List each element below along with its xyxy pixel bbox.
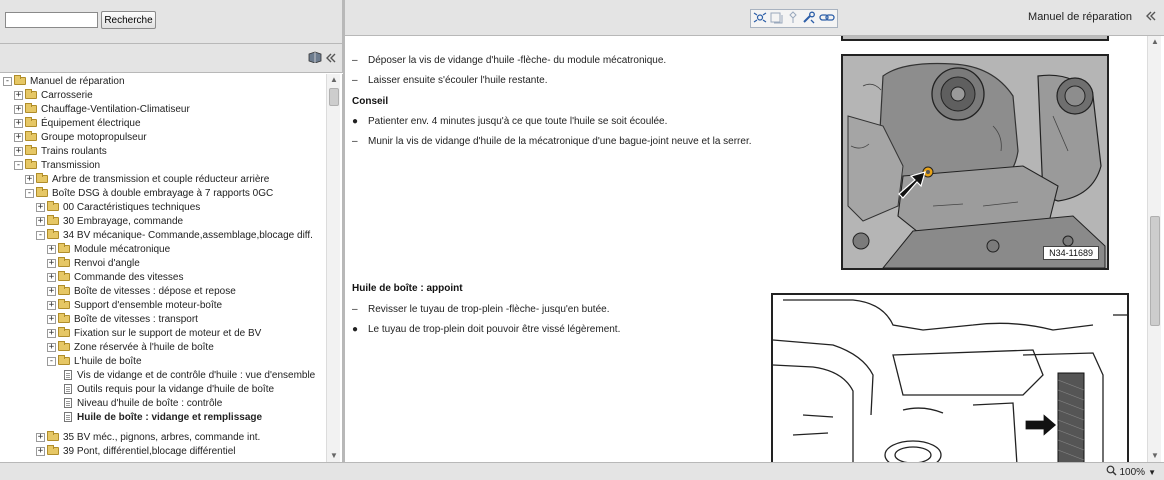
tools-icon[interactable] [802,11,816,27]
collapse-left-icon[interactable] [326,52,336,66]
folder-icon [58,287,70,295]
folder-icon [25,105,37,113]
tree-item-label: Module mécatronique [74,243,171,255]
scroll-down-icon[interactable]: ▼ [1151,451,1159,460]
folder-icon [58,245,70,253]
expand-toggle-icon[interactable]: + [48,257,55,268]
folder-icon [47,433,59,441]
expand-toggle-icon[interactable]: + [37,215,44,226]
tree-folder-item[interactable] [47,326,261,340]
scroll-thumb[interactable] [329,88,339,106]
tree-item-label: Trains roulants [41,145,107,157]
search-bar [0,0,343,44]
step-item: ● Le tuyau de trop-plein doit pouvoir être vissé légèrement. [352,324,621,335]
tree-folder-item[interactable] [14,158,100,172]
tree-document-item[interactable] [58,410,262,424]
tree-folder-item[interactable] [25,186,273,200]
tree-item-label: Boîte de vitesses : transport [74,313,198,325]
tree-folder-item[interactable] [36,228,313,242]
search-button[interactable]: Recherche [101,11,156,29]
zoom-icon [1106,465,1117,479]
tree-item-label: Transmission [41,159,101,171]
folder-icon [25,119,37,127]
tree-item-label: Boîte de vitesses : dépose et repose [74,285,236,297]
folder-icon [36,189,48,197]
folder-icon [58,329,70,337]
folder-icon [36,175,48,183]
conseil-heading: Conseil [352,96,389,107]
tree-folder-item[interactable] [47,340,214,354]
collapse-toggle-icon[interactable]: - [37,229,44,240]
folder-icon [47,447,59,455]
tree-item-label: Équipement électrique [41,117,141,129]
status-bar [0,462,1164,480]
tree-folder-item[interactable] [47,242,170,256]
overflow-pipe-figure [771,293,1129,462]
tree-scrollbar[interactable] [326,74,340,462]
step-item: – Laisser ensuite s'écouler l'huile restante. [352,75,548,86]
tree-item-label: Commande des vitesses [74,271,184,283]
folder-icon [25,91,37,99]
tree-folder-item[interactable] [25,172,269,186]
tree-item-label: 34 BV mécanique- Commande,assemblage,blocage diff. [63,229,313,241]
tree-item-label: 30 Embrayage, commande [63,215,184,227]
folder-icon [58,301,70,309]
conseil-item: – Munir la vis de vidange d'huile de la mécatronique d'une bague-joint neuve et la serrer. [352,136,752,147]
collapse-toggle-icon[interactable]: - [15,159,22,170]
scroll-up-icon[interactable]: ▲ [1151,37,1159,46]
folder-icon [25,161,37,169]
link-icon[interactable] [819,11,835,27]
previous-figure-edge [841,36,1109,41]
tree-folder-item[interactable] [47,284,236,298]
zoom-level: 100% [1119,466,1146,478]
tree-item-label: 35 BV méc., pignons, arbres, commande int. [63,431,261,443]
step-item: – Revisser le tuyau de trop-plein -flèche- jusqu'en butée. [352,304,610,315]
folder-icon [58,343,70,351]
tree-folder-item[interactable] [14,130,147,144]
expand-toggle-icon[interactable]: + [48,327,55,338]
tree-folder-item[interactable] [36,200,200,214]
tree-document-item[interactable] [58,382,274,396]
tree-folder-item[interactable] [36,444,236,458]
folder-icon [47,203,59,211]
expand-toggle-icon[interactable]: + [48,341,55,352]
tree-folder-item[interactable] [47,312,198,326]
tree-item-label: Carrosserie [41,89,93,101]
expand-toggle-icon[interactable]: + [15,131,22,142]
document-panel [345,0,1164,462]
tree-folder-item[interactable] [47,256,140,270]
tree-folder-item[interactable] [47,270,184,284]
expand-toggle-icon[interactable]: + [48,285,55,296]
expand-toggle-icon[interactable]: + [37,445,44,456]
expand-toggle-icon[interactable]: + [37,201,44,212]
tree-item-label: L'huile de boîte [74,355,142,367]
folder-icon [25,147,37,155]
tree-toolbar [0,44,343,73]
document-icon [64,398,72,408]
collapse-toggle-icon[interactable]: - [26,187,33,198]
books-icon[interactable] [308,51,322,66]
tree-folder-item[interactable] [14,116,141,130]
tree-item-label: Outils requis pour la vidange d'huile de boîte [77,383,275,395]
search-input[interactable] [5,12,98,28]
tree-item-label: Vis de vidange et de contrôle d'huile : vue d'ensemble [77,369,316,381]
tree-folder-item[interactable] [36,430,260,444]
document-title: Manuel de réparation [1028,11,1132,23]
tree-item-label: Chauffage-Ventilation-Climatiseur [41,103,190,115]
tree-folder-item[interactable] [47,298,222,312]
folder-icon [58,357,70,365]
collapse-toggle-icon[interactable]: - [48,355,55,366]
expand-toggle-icon[interactable]: + [48,313,55,324]
tree-item-label: Renvoi d'angle [74,257,140,269]
conseil-item: ● Patienter env. 4 minutes jusqu'à ce que toute l'huile se soit écoulée. [352,116,668,127]
tree-item-label: 39 Pont, différentiel,blocage différentiel [63,445,236,457]
folder-icon [14,77,26,85]
folder-icon [47,217,59,225]
tree-item-label: Arbre de transmission et couple réducteur arrière [52,173,270,185]
zoom-control[interactable] [1106,465,1157,479]
expand-toggle-icon[interactable]: + [48,271,55,282]
expand-toggle-icon[interactable]: + [15,145,22,156]
document-icon [64,370,72,380]
tree-folder-item[interactable] [47,354,142,368]
document-scrollbar[interactable] [1147,36,1161,462]
tree-folder-item[interactable] [14,88,93,102]
step-item: – Déposer la vis de vidange d'huile -flèche- du module mécatronique. [352,55,667,66]
folder-icon [58,273,70,281]
tree-folder-item[interactable] [3,74,125,88]
expand-toggle-icon[interactable]: + [15,103,22,114]
expand-toggle-icon[interactable]: + [15,89,22,100]
collapse-toggle-icon[interactable]: - [4,75,11,86]
scroll-thumb[interactable] [1150,216,1160,326]
figure-label: N34-11689 [1043,246,1099,260]
document-content [345,36,1145,462]
document-icon [64,384,72,394]
tree-item-label: Groupe motopropulseur [41,131,147,143]
tree-item-label: 00 Caractéristiques techniques [63,201,201,213]
document-header [345,0,1164,36]
section-heading: Huile de boîte : appoint [352,283,463,294]
tree-item-label: Support d'ensemble moteur-boîte [74,299,223,311]
expand-toggle-icon[interactable]: + [26,173,33,184]
expand-toggle-icon[interactable]: + [48,299,55,310]
collapse-right-icon[interactable] [1146,10,1156,24]
document-icon [64,412,72,422]
tree-item-label: Huile de boîte : vidange et remplissage [77,411,263,423]
folder-icon [58,259,70,267]
tree-folder-item[interactable] [14,144,107,158]
tree-item-label: Zone réservée à l'huile de boîte [74,341,214,353]
tree-item-label: Boîte DSG à double embrayage à 7 rapports 0GC [52,187,274,199]
document-nav-toolbar [750,9,838,28]
tree-item-label: Niveau d'huile de boîte : contrôle [77,397,223,409]
mechatronic-drain-figure [841,54,1109,270]
scroll-up-icon[interactable]: ▲ [330,75,338,84]
folder-icon [47,231,59,239]
tree-folder-item[interactable] [36,214,183,228]
expand-toggle-icon[interactable]: + [48,243,55,254]
previous-page-icon[interactable] [770,11,784,27]
tree-folder-item[interactable] [14,102,190,116]
navigation-panel [0,0,343,462]
tree-view [0,74,343,462]
print-icon[interactable] [787,11,799,27]
folder-icon [58,315,70,323]
expand-toggle-icon[interactable]: + [37,431,44,442]
tree-item-label: Manuel de réparation [30,75,125,87]
chevron-down-icon[interactable]: ▼ [1148,467,1156,477]
tree-document-item[interactable] [58,396,222,410]
tree-item-label: Fixation sur le support de moteur et de BV [74,327,262,339]
folder-icon [25,133,37,141]
sync-tree-icon[interactable] [753,11,767,27]
scroll-down-icon[interactable]: ▼ [330,451,338,460]
tree-document-item[interactable] [58,368,315,382]
expand-toggle-icon[interactable]: + [15,117,22,128]
